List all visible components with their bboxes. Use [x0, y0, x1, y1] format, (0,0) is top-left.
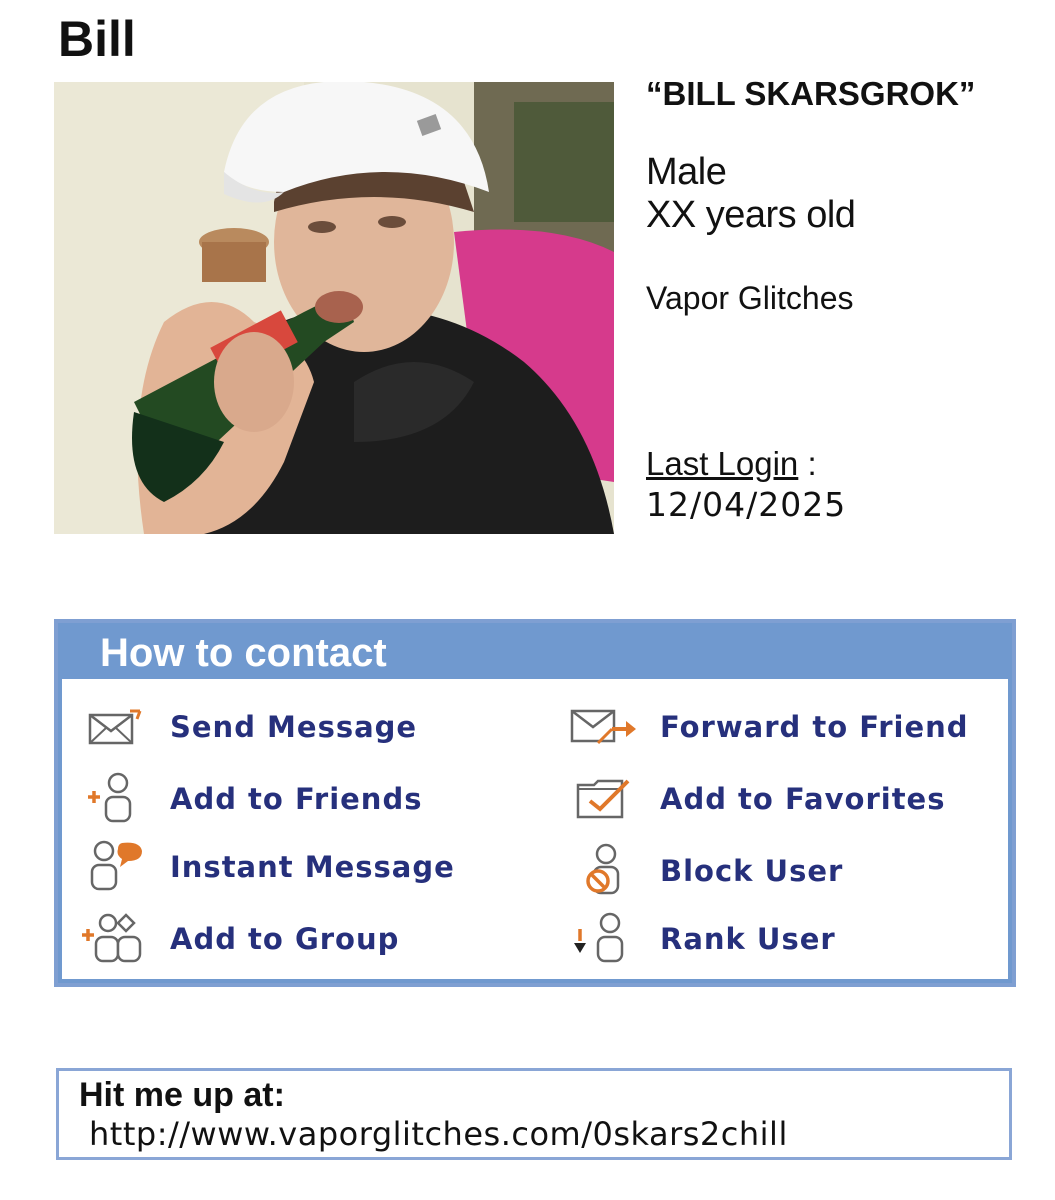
last-login-date: 12/04/2025	[646, 485, 847, 524]
last-login-separator: :	[798, 445, 817, 482]
add-to-favorites-action[interactable]	[568, 771, 945, 827]
add-to-group-action[interactable]	[78, 911, 399, 967]
block-user-icon	[568, 843, 640, 899]
envelope-icon	[78, 699, 150, 755]
forward-to-friend-label: Forward to Friend	[660, 710, 969, 744]
block-user-action[interactable]	[568, 843, 843, 899]
rank-user-label: Rank User	[660, 922, 836, 956]
add-friend-icon	[78, 771, 150, 827]
profile-url-link[interactable]: http://www.vaporglitches.com/0skars2chill	[89, 1115, 788, 1153]
profile-gender: Male	[646, 151, 727, 193]
forward-to-friend-action[interactable]	[568, 699, 969, 755]
add-to-favorites-label: Add to Favorites	[660, 782, 946, 816]
favorites-check-icon	[568, 771, 640, 827]
add-to-group-label: Add to Group	[170, 922, 400, 956]
send-message-action[interactable]	[78, 699, 417, 755]
block-user-label: Block User	[660, 854, 844, 888]
hit-me-up-title: Hit me up at:	[79, 1076, 285, 1114]
rank-user-action[interactable]	[568, 911, 836, 967]
contact-panel	[54, 619, 1016, 987]
profile-age: XX years old	[646, 194, 856, 236]
instant-message-label: Instant Message	[170, 850, 455, 884]
hit-me-up-box	[56, 1068, 1012, 1160]
send-message-label: Send Message	[170, 710, 418, 744]
instant-message-action[interactable]	[78, 839, 455, 895]
profile-photo	[54, 82, 614, 534]
contact-actions	[62, 679, 1008, 979]
last-login	[646, 444, 817, 484]
add-to-friends-action[interactable]	[78, 771, 422, 827]
last-login-link[interactable]: Last Login	[646, 445, 799, 482]
profile-location: Vapor Glitches	[646, 280, 854, 316]
instant-message-icon	[78, 839, 150, 895]
profile-name: Bill	[58, 11, 136, 67]
profile-nickname: “BILL SKARSGROK”	[646, 75, 976, 112]
rank-user-icon	[568, 911, 640, 967]
contact-panel-title: How to contact	[100, 631, 387, 675]
add-to-friends-label: Add to Friends	[170, 782, 423, 816]
forward-envelope-icon	[568, 699, 640, 755]
add-group-icon	[78, 911, 150, 967]
